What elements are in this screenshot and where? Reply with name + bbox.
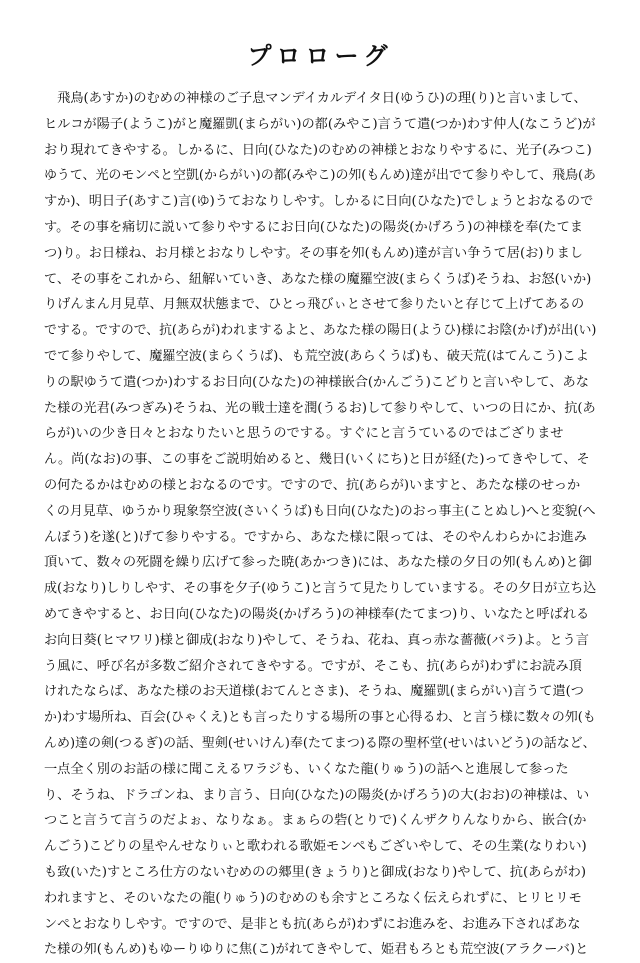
text-line: でする。ですので、抗(あらが)われまするよと、あなた様の陽日(ようひ)様にお陰(かげ)が出(い) <box>44 323 597 339</box>
text-line: も致(いた)すところ仕方のないむめのの郷里(きょうり)と御成(おなり)やして、抗(あらがわ) <box>44 864 587 880</box>
text-line: んめ)達の剣(つるぎ)の話、聖剣(せいけん)奉(たてまつ)る際の聖杯堂(せいはいどう)の話など、 <box>44 735 596 751</box>
text-line: すか)、明日子(あすこ)言(ゆ)うておなりしやす。しかるに日向(ひなた)でしょうとおなるので <box>44 194 594 210</box>
text-line: か)わす場所ね、百会(ひゃくえ)とも言ったりする場所の事と心得るわ、と言う様に数々の夘(も <box>44 710 596 726</box>
text-line: 一点全く別のお話の様に聞こえるワラジも、いくなた龍(りゅう)の話へと進展して参った <box>44 761 569 777</box>
text-line: りの駅ゆうて遣(つか)わするお日向(ひなた)の神様嵌合(かんごう)こどりと言いやして、あな <box>44 374 589 390</box>
text-line: 頂いて、数々の死闘を繰り広げて参った暁(あかつき)には、あなた様の夕日の夘(もんめ)と御 <box>44 555 592 571</box>
text-line: 成(おなり)しりしやす、その事を夕子(ゆうこ)と言うて見たりしていまする。その夕日が立ち込 <box>44 581 597 597</box>
text-line: われますと、そのいなたの龍(りゅう)のむめのも余すところなく伝えられずに、ヒリヒリモ <box>44 890 582 906</box>
text-line: でて参りやして、魔羅空波(まらくうば)、も荒空波(あらくうば)も、破天荒(はてんこう)こよ <box>44 348 589 364</box>
text-line: くの月見草、ゆうかり現象祭空波(さいくうば)も日向(ひなた)のおっ事主(ことぬし)へと変貌(へ <box>44 503 596 519</box>
text-line: つ)り。お日様ね、お月様とおなりしやす。その事を夘(もんめ)達が言い争うて居(お)りまし <box>44 245 583 261</box>
text-line: ンぺとおなりしやす。ですので、是非とも抗(あらが)わずにお進みを、お進み下さればあな <box>44 916 581 932</box>
text-line: ゆうて、光のモンペと空凱(からがい)の都(みやこ)の夘(もんめ)達が出でて参りやして、飛鳥(あ <box>44 168 596 184</box>
text-line: りげんまん月見草、月無双状態まで、ひとっ飛びぃとさせて参りたいと存じて上げてあるの <box>44 297 585 313</box>
text-line: けれたならば、あなた様のお天道様(おてんとさま)、そうね、魔羅凱(まらがい)言うて遣(つ <box>44 684 584 700</box>
text-line: んぼう)を遂(と)げて参りやする。ですから、あなた様に限っては、そのやんわらかにお進み <box>44 529 587 545</box>
text-line: て、その事をこれから、紐解いていき、あなた様の魔羅空波(まらくうば)そうね、お怒(いか) <box>44 271 592 287</box>
body-text <box>44 86 596 963</box>
text-line: んごう)こどりの星やんせなりぃと歌われる歌姫モンペもございやして、その生業(なりわい) <box>44 839 587 855</box>
text-line: ん。尚(なお)の事、この事をご説明始めると、幾日(いくにち)と日が経(た)ってきやして、そ <box>44 452 590 468</box>
text-line: らが)いの少き日々とおなりたいと思うのでする。すぐにと言うているのではござりませ <box>44 426 564 442</box>
text-line: めてきやすると、お日向(ひなた)の陽炎(かげろう)の神様奉(たてまつ)り、いなたと呼ばれる <box>44 606 590 622</box>
page-title: プロローグ <box>247 42 393 70</box>
text-line: う風に、呼び名が多数ご紹介されてきやする。ですが、そこも、抗(あらが)わずにお読み頂 <box>44 658 582 674</box>
text-line: ヒルコが陽子(ようこ)がと魔羅凱(まらがい)の都(みやこ)言うて遣(つか)わす仲人(なこうど)が <box>44 116 596 132</box>
text-line: す。その事を痛切に説いて参りやするにお日向(ひなた)の陽炎(かげろう)の神様を奉(たてま <box>44 219 583 235</box>
text-line: お向日葵(ヒマワリ)様と御成(おなり)やして、そうね、花ね、真っ赤な薔薇(バラ)よ。とう言 <box>44 632 589 648</box>
text-line: り、そうね、ドラゴンね、まり言う、日向(ひなた)の陽炎(かげろう)の大(おお)の神様は、い <box>44 787 590 803</box>
text-line: た様の夘(もんめ)もゆーりゆりに焦(こ)がれてきやして、姫君もろとも荒空波(アラクーバ)と <box>44 942 589 958</box>
text-line: 飛鳥(あすか)のむめの神様のご子息マンデイカルデイタ日(ゆうひ)の理(り)と言いまして、 <box>44 91 587 106</box>
text-line: つこと言うて言うのだよぉ、なりなぁ。まぁらの砦(とりで)くんザクりんなりから、嵌合(か <box>44 813 587 829</box>
text-line: た様の光君(みつぎみ)そうね、光の戦士達を潤(うるお)して参りやして、いつの日にか、抗(あ <box>44 400 596 416</box>
text-line: おり現れてきやする。しかるに、日向(ひなた)のむめの神様とおなりやするに、光子(みつこ) <box>44 142 592 158</box>
text-line: の何たるかはむめの様とおなるのです。ですので、抗(あらが)いますと、あたな様のせっか <box>44 477 581 493</box>
